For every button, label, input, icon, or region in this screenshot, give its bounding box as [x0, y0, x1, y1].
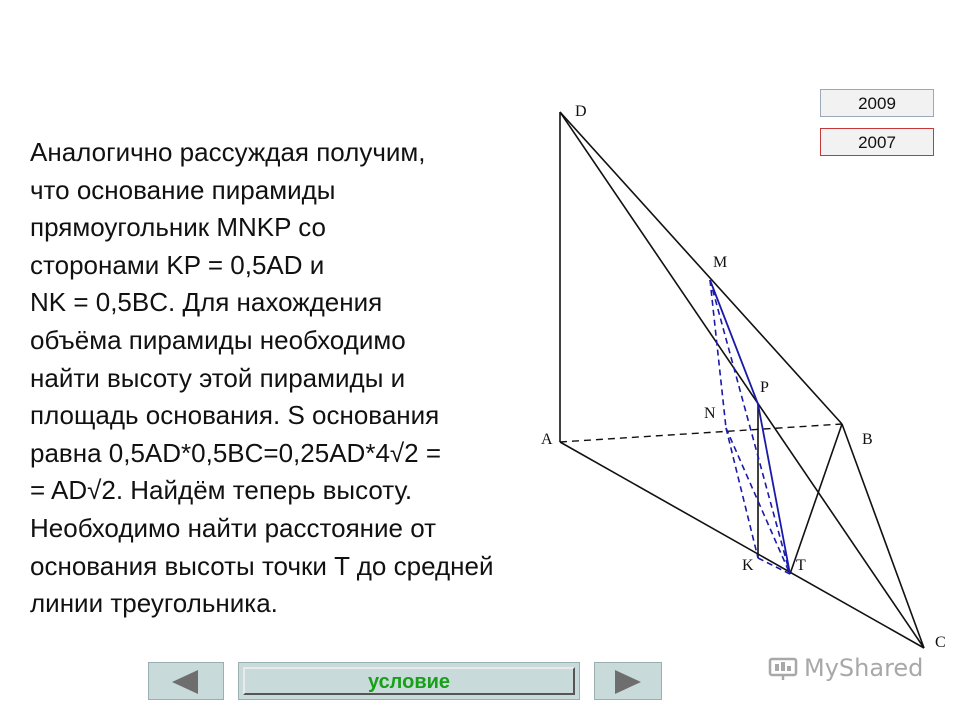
projector-icon: [768, 655, 798, 681]
text-line: найти высоту этой пирамиды и: [30, 362, 406, 393]
text-line: сторонами KP = 0,5AD и: [30, 249, 325, 280]
label-C: C: [935, 634, 946, 651]
edge-AC: [560, 442, 924, 648]
arrow-left-icon: [172, 670, 198, 694]
text-line: NK = 0,5BC. Для нахождения: [30, 287, 383, 318]
text-line: что основание пирамиды: [30, 174, 336, 205]
watermark-logo: [768, 654, 923, 682]
next-button[interactable]: [594, 662, 662, 700]
label-T: T: [796, 557, 806, 574]
text-line: прямоугольник MNKP со: [30, 212, 326, 243]
condition-label: условие: [243, 667, 575, 695]
condition-button[interactable]: [238, 662, 580, 700]
label-P: P: [760, 379, 769, 396]
text-line: линии треугольника.: [30, 588, 278, 619]
year-2007-button[interactable]: 2007: [820, 128, 934, 156]
arrow-right-icon: [615, 670, 641, 694]
edge-DB: [560, 112, 842, 424]
edge-BC: [842, 424, 924, 648]
label-D: D: [575, 103, 587, 120]
text-line: = AD√2. Найдём теперь высоту.: [30, 475, 413, 506]
text-line: Необходимо найти расстояние от: [30, 512, 437, 543]
label-K: K: [742, 557, 754, 574]
text-line: основания высоты точки T до средней: [30, 550, 494, 581]
text-line: равна 0,5AD*0,5BC=0,25AD*4√2 =: [30, 437, 442, 468]
label-A: A: [541, 431, 553, 448]
text-line: Аналогично рассуждая получим,: [30, 137, 426, 167]
watermark-text: MyShared: [804, 654, 924, 682]
segment-MT: [710, 280, 790, 574]
label-M: M: [713, 254, 728, 271]
edge-BT: [790, 424, 842, 574]
prev-button[interactable]: [148, 662, 224, 700]
label-B: B: [862, 431, 873, 448]
label-N: N: [704, 405, 716, 422]
segment-PT: [758, 404, 790, 574]
edge-AB-hidden: [560, 424, 842, 442]
text-line: объёма пирамиды необходимо: [30, 324, 406, 355]
segment-KT: [758, 558, 790, 574]
text-line: площадь основания. S основания: [30, 400, 440, 431]
year-2009-button[interactable]: 2009: [820, 89, 934, 117]
